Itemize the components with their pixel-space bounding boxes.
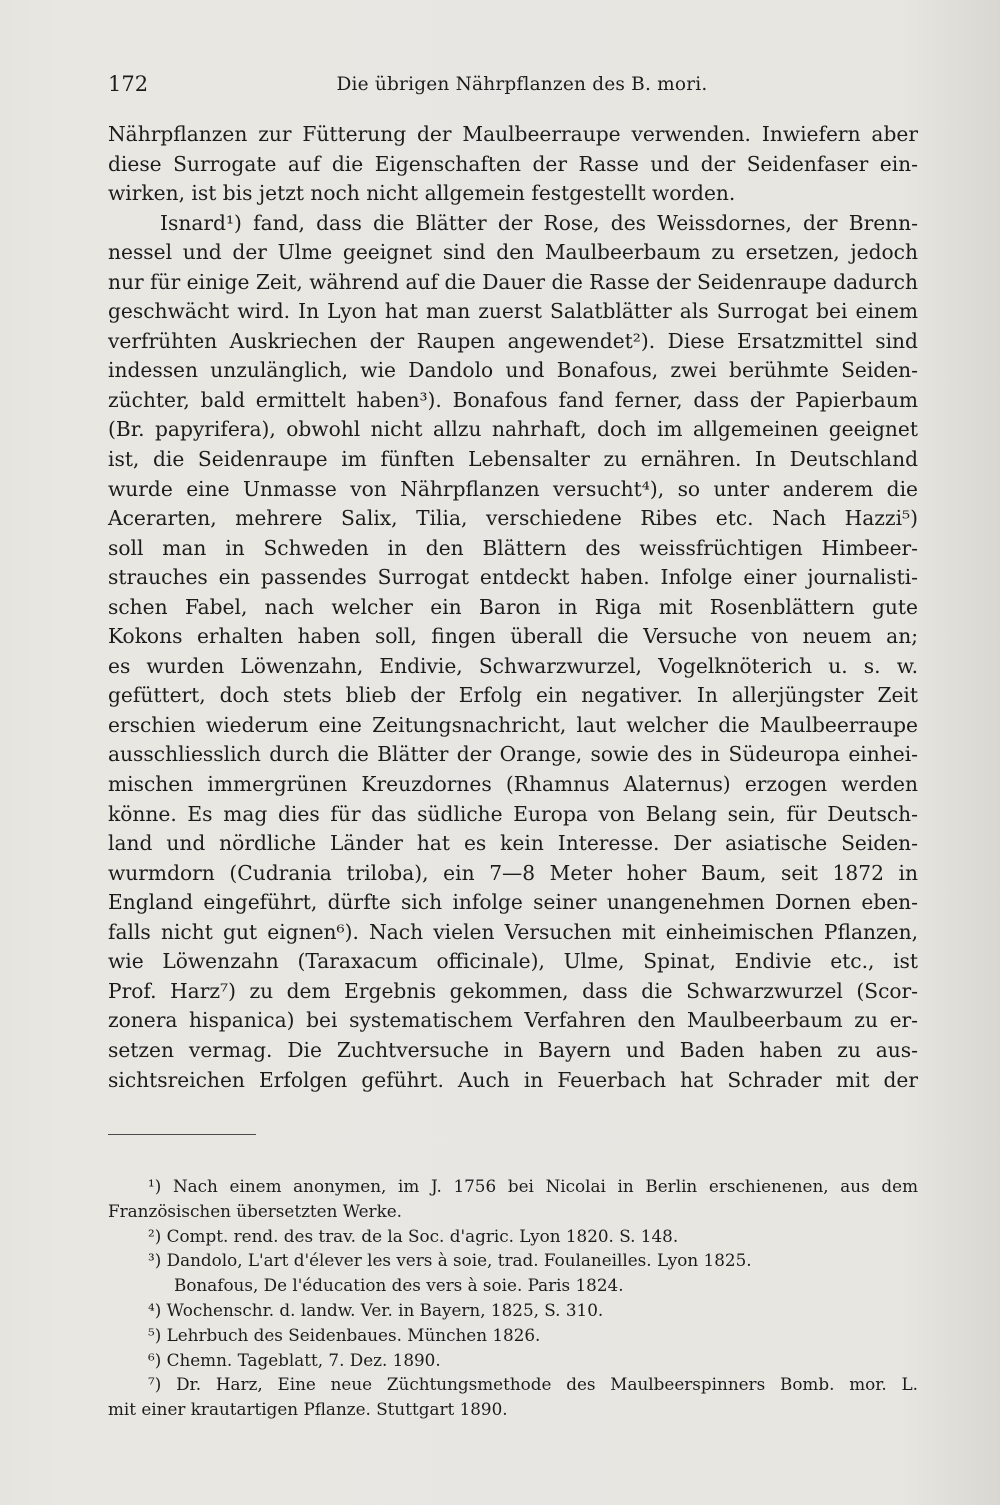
text-line: es wurden Löwenzahn, Endivie, Schwarzwurzel, Vogelknöterich u. s. w. xyxy=(108,653,918,678)
footnote-line: ³) Dandolo, L'art d'élever les vers à soie, trad. Foulaneilles. Lyon 1825. xyxy=(148,1250,752,1271)
text-line: schen Fabel, nach welcher ein Baron in Riga mit Rosenblättern gute xyxy=(108,594,918,619)
footnote-line: ²) Compt. rend. des trav. de la Soc. d'agric. Lyon 1820. S. 148. xyxy=(148,1225,679,1246)
footnote-line: ⁶) Chemn. Tageblatt, 7. Dez. 1890. xyxy=(148,1349,441,1370)
text-line: sichtsreichen Erfolgen geführt. Auch in Feuerbach hat Schrader mit der xyxy=(108,1067,918,1092)
text-line: wurde eine Unmasse von Nährpflanzen versucht⁴), so unter anderem die xyxy=(108,476,918,501)
text-line: ausschliesslich durch die Blätter der Orange, sowie des in Südeuropa einhei- xyxy=(108,742,918,767)
text-line: Acerarten, mehrere Salix, Tilia, verschiedene Ribes etc. Nach Hazzi⁵) xyxy=(108,506,918,531)
text-line: strauches ein passendes Surrogat entdeckt haben. Infolge einer journalisti- xyxy=(108,565,918,590)
text-line: züchter, bald ermittelt haben³). Bonafous fand ferner, dass der Papierbaum xyxy=(108,387,918,412)
text-line: erschien wiederum eine Zeitungsnachricht, laut welcher die Maulbeerraupe xyxy=(108,712,918,737)
footnote-divider xyxy=(108,1134,256,1135)
text-line: England eingeführt, dürfte sich infolge seiner unangenehmen Dornen eben- xyxy=(108,890,918,915)
text-line: Prof. Harz⁷) zu dem Ergebnis gekommen, dass die Schwarzwurzel (Scor- xyxy=(108,978,918,1003)
footnote-line: mit einer krautartigen Pflanze. Stuttgart 1890. xyxy=(108,1399,508,1420)
text-line: wurmdorn (Cudrania triloba), ein 7—8 Meter hoher Baum, seit 1872 in xyxy=(108,860,918,885)
text-line: gefüttert, doch stets blieb der Erfolg ein negativer. In allerjüngster Zeit xyxy=(108,683,918,708)
text-line: könne. Es mag dies für das südliche Europa von Belang sein, für Deutsch- xyxy=(108,801,918,826)
running-title: Die übrigen Nährpflanzen des B. mori. xyxy=(336,74,708,95)
body-text xyxy=(108,120,918,1095)
text-line: wirken, ist bis jetzt noch nicht allgemein festgestellt worden. xyxy=(108,181,736,206)
text-line: falls nicht gut eignen⁶). Nach vielen Versuchen mit einheimischen Pflanzen, xyxy=(108,919,918,944)
text-line: geschwächt wird. In Lyon hat man zuerst Salatblätter als Surrogat bei einem xyxy=(108,299,918,324)
text-line: mischen immergrünen Kreuzdornes (Rhamnus Alaternus) erzogen werden xyxy=(108,772,918,797)
text-line: Kokons erhalten haben soll, fingen überall die Versuche von neuem an; xyxy=(108,624,918,649)
text-line: soll man in Schweden in den Blättern des weissfrüchtigen Himbeer- xyxy=(108,535,918,560)
text-line: zonera hispanica) bei systematischem Verfahren den Maulbeerbaum zu er- xyxy=(108,1008,918,1033)
text-line: Nährpflanzen zur Fütterung der Maulbeerraupe verwenden. Inwiefern aber xyxy=(108,122,918,146)
text-line: wie Löwenzahn (Taraxacum officinale), Ulme, Spinat, Endivie etc., ist xyxy=(108,949,918,974)
footnote-line: Französischen übersetzten Werke. xyxy=(108,1200,403,1221)
footnote-line: Bonafous, De l'éducation des vers à soie. Paris 1824. xyxy=(174,1275,624,1296)
footnote-line: ⁴) Wochenschr. d. landw. Ver. in Bayern, 1825, S. 310. xyxy=(148,1299,604,1320)
text-line: verfrühten Auskriechen der Raupen angewendet²). Diese Ersatzmittel sind xyxy=(108,328,918,353)
text-line: Isnard¹) fand, dass die Blätter der Rose, des Weissdornes, der Brenn- xyxy=(160,210,918,235)
text-line: nur für einige Zeit, während auf die Dauer die Rasse der Seidenraupe dadurch xyxy=(108,269,918,294)
footnotes xyxy=(108,1174,918,1422)
text-line: ist, die Seidenraupe im fünften Lebensalter zu ernähren. In Deutschland xyxy=(108,447,918,472)
footnote-line: ¹) Nach einem anonymen, im J. 1756 bei Nicolai in Berlin erschienenen, aus dem xyxy=(148,1176,918,1196)
text-line: nessel und der Ulme geeignet sind den Maulbeerbaum zu ersetzen, jedoch xyxy=(108,240,918,265)
footnote-line: ⁵) Lehrbuch des Seidenbaues. München 1826. xyxy=(148,1324,541,1345)
text-line: land und nördliche Länder hat es kein Interesse. Der asiatische Seiden- xyxy=(108,831,918,856)
text-line: indessen unzulänglich, wie Dandolo und Bonafous, zwei berühmte Seiden- xyxy=(108,358,918,383)
footnote-line: ⁷) Dr. Harz, Eine neue Züchtungsmethode des Maulbeerspinners Bomb. mor. L. xyxy=(148,1374,918,1395)
text-line: (Br. papyrifera), obwohl nicht allzu nahrhaft, doch im allgemeinen geeignet xyxy=(108,417,918,442)
page-number: 172 xyxy=(108,72,149,96)
page-header xyxy=(108,72,916,108)
text-line: diese Surrogate auf die Eigenschaften der Rasse und der Seidenfaser ein- xyxy=(108,151,918,176)
text-line: setzen vermag. Die Zuchtversuche in Bayern und Baden haben zu aus- xyxy=(108,1037,918,1062)
